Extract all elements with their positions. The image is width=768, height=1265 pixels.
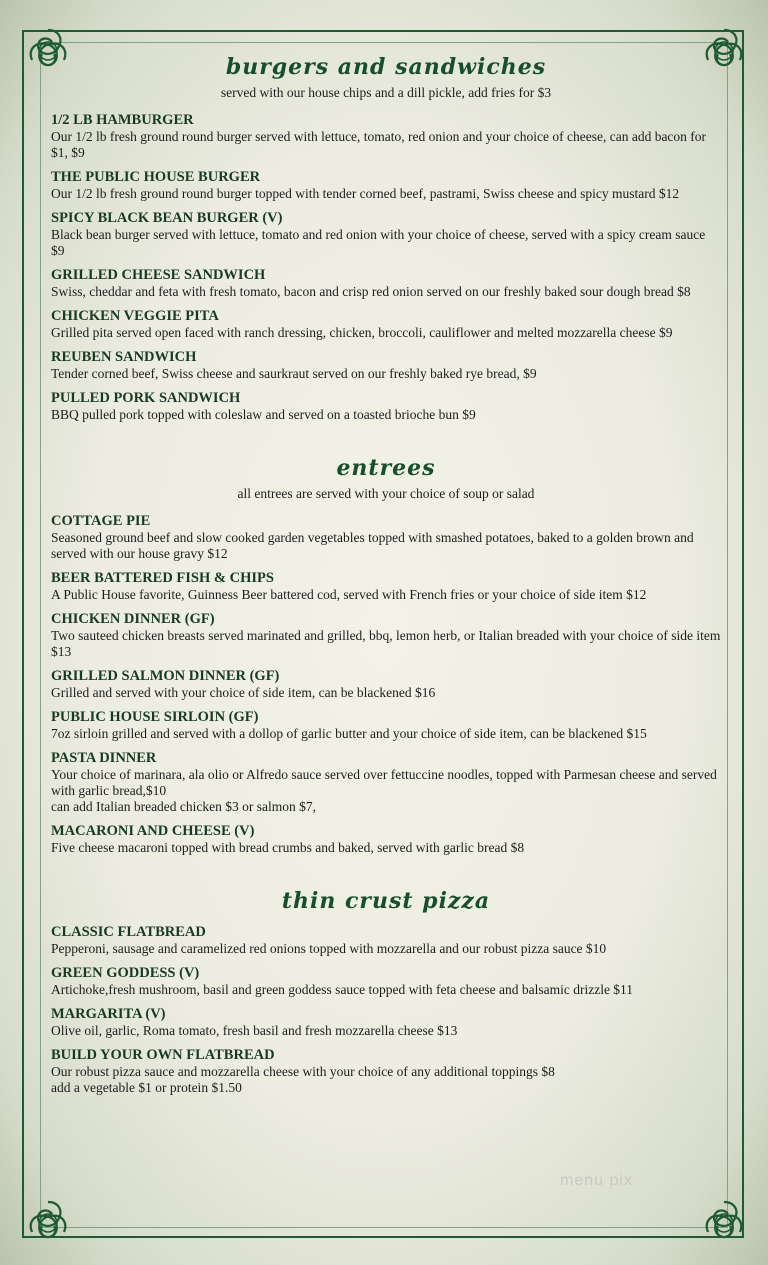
menu-item [51,112,721,161]
menu-item-description: Your choice of marinara, ala olio or Alfredo sauce served over fettuccine noodles, topped with Parmesan cheese and served with garlic bread,$10 can add Italian breaded chicken $3 or salmon $7, [51,767,717,814]
menu-item [51,823,721,856]
menu-item [51,750,721,815]
menu-item [51,709,721,742]
menu-item-name: MACARONI AND CHEESE (V) [51,823,255,839]
celtic-knot-icon [24,1196,72,1244]
menu-item [51,1006,721,1039]
section-title: entrees [336,455,436,481]
menu-item-name: CHICKEN VEGGIE PITA [51,308,219,324]
menu-item-list [51,513,721,856]
menu-item-name: GREEN GODDESS (V) [51,965,200,981]
menu-item-description: Grilled and served with your choice of side item, can be blackened $16 [51,685,436,700]
menu-item-name: GRILLED SALMON DINNER (GF) [51,668,280,684]
menu-item [51,349,721,382]
menu-content [51,52,721,1104]
menu-item [51,210,721,259]
section-title: thin crust pizza [281,888,491,914]
menu-item [51,965,721,998]
menu-item [51,1047,721,1096]
menu-item [51,924,721,957]
menu-item-description: A Public House favorite, Guinness Beer battered cod, served with French fries or your choice of side item $12 [51,587,647,602]
menu-item-name: 1/2 LB HAMBURGER [51,112,194,128]
menu-item-name: REUBEN SANDWICH [51,349,197,365]
section-burgers [51,52,721,423]
menu-item-name: SPICY BLACK BEAN BURGER (V) [51,210,283,226]
section-pizza [51,886,721,1096]
menu-item [51,570,721,603]
menu-item-description: 7oz sirloin grilled and served with a dollop of garlic butter and your choice of side item, can be blackened $15 [51,726,647,741]
menu-item-name: CHICKEN DINNER (GF) [51,611,215,627]
section-subtitle: all entrees are served with your choice of soup or salad [237,486,535,501]
menu-item [51,169,721,202]
menu-item-description: Our robust pizza sauce and mozzarella cheese with your choice of any additional toppings $8 add a vegetable $1 or protein $1.50 [51,1064,555,1095]
section-title: burgers and sandwiches [225,54,547,80]
menu-item-description: Olive oil, garlic, Roma tomato, fresh basil and fresh mozzarella cheese $13 [51,1023,458,1038]
menu-item-description: Seasoned ground beef and slow cooked garden vegetables topped with smashed potatoes, baked to a golden brown and served with our house gravy $12 [51,530,694,561]
menu-item [51,668,721,701]
menu-item [51,308,721,341]
menu-item [51,513,721,562]
menu-item-description: Swiss, cheddar and feta with fresh tomato, bacon and crisp red onion served on our freshly baked sour dough bread $8 [51,284,691,299]
menu-item-description: Five cheese macaroni topped with bread crumbs and baked, served with garlic bread $8 [51,840,525,855]
watermark: menu pix [560,1172,633,1189]
menu-item-description: Pepperoni, sausage and caramelized red onions topped with mozzarella and our robust pizza sauce $10 [51,941,607,956]
menu-item-name: PULLED PORK SANDWICH [51,390,241,406]
menu-item-description: BBQ pulled pork topped with coleslaw and served on a toasted brioche bun $9 [51,407,476,422]
menu-item-description: Our 1/2 lb fresh ground round burger served with lettuce, tomato, red onion and your choice of cheese, can add bacon for $1, $9 [51,129,707,160]
section-subtitle: served with our house chips and a dill pickle, add fries for $3 [220,85,552,100]
menu-item [51,390,721,423]
menu-item-name: MARGARITA (V) [51,1006,166,1022]
menu-item-description: Artichoke,fresh mushroom, basil and green goddess sauce topped with feta cheese and balsamic drizzle $11 [51,982,634,997]
menu-item [51,267,721,300]
menu-item-name: COTTAGE PIE [51,513,151,529]
menu-item-name: PASTA DINNER [51,750,157,766]
menu-item-description: Our 1/2 lb fresh ground round burger topped with tender corned beef, pastrami, Swiss cheese and spicy mustard $12 [51,186,680,201]
menu-item-description: Grilled pita served open faced with ranch dressing, chicken, broccoli, cauliflower and melted mozzarella cheese $9 [51,325,673,340]
menu-item-name: BUILD YOUR OWN FLATBREAD [51,1047,275,1063]
menu-item-name: CLASSIC FLATBREAD [51,924,206,940]
menu-item-description: Two sauteed chicken breasts served marinated and grilled, bbq, lemon herb, or Italian breaded with your choice of side item $13 [51,628,721,659]
menu-item-list [51,112,721,423]
menu-item-name: THE PUBLIC HOUSE BURGER [51,169,261,185]
menu-item [51,611,721,660]
menu-item-description: Tender corned beef, Swiss cheese and saurkraut served on our freshly baked rye bread, $9 [51,366,537,381]
menu-item-name: GRILLED CHEESE SANDWICH [51,267,266,283]
menu-item-list [51,924,721,1096]
celtic-knot-icon [700,1196,748,1244]
menu-item-description: Black bean burger served with lettuce, tomato and red onion with your choice of cheese, served with a spicy cream sauce $9 [51,227,706,258]
section-entrees [51,453,721,856]
menu-item-name: PUBLIC HOUSE SIRLOIN (GF) [51,709,259,725]
menu-item-name: BEER BATTERED FISH & CHIPS [51,570,274,586]
